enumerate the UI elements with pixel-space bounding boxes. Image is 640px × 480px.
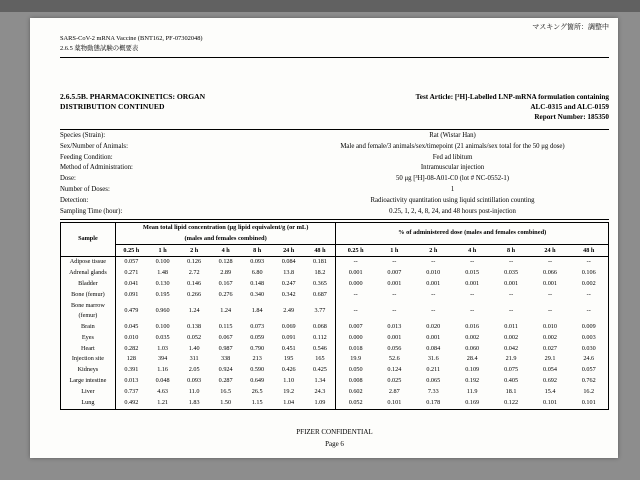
conc-value: 26.5 xyxy=(251,388,263,396)
conc-value: 1.09 xyxy=(314,399,326,407)
pct-value: 0.602 xyxy=(336,387,375,398)
pct-value: 28.4 xyxy=(466,355,478,363)
pct-value: 0.101 xyxy=(581,399,596,407)
conc-value: 2.05 xyxy=(188,366,200,374)
conc-value: 0.167 xyxy=(218,279,233,287)
metadata-value: 0.25, 1, 2, 4, 8, 24, and 48 hours post-injection xyxy=(389,207,516,215)
header-divider xyxy=(60,57,609,58)
conc-value: 311 xyxy=(189,355,199,363)
pct-value: -- xyxy=(586,290,591,298)
pct-value: 0.001 xyxy=(387,333,402,341)
conc-value: 0.391 xyxy=(124,366,139,374)
conc-value: 0.048 xyxy=(155,377,170,385)
pct-value: 15.4 xyxy=(544,388,556,396)
conc-value: 1.15 xyxy=(251,399,263,407)
time-label: 4 h xyxy=(453,245,492,256)
pct-value: 0.002 xyxy=(543,333,557,341)
conc-value: 0.195 xyxy=(155,290,170,298)
pct-value: 0.002 xyxy=(504,333,519,341)
pct-value: 0.030 xyxy=(581,344,596,352)
conc-value: 13.8 xyxy=(283,269,295,277)
test-article-components: ALC-0315 and ALC-0159 xyxy=(530,102,609,111)
pct-value: 0.007 xyxy=(387,269,402,277)
pct-value: 0.016 xyxy=(465,322,480,330)
pct-value: 0.001 xyxy=(543,279,557,287)
sample-name: Bone (femur) xyxy=(61,289,116,300)
pct-value: 0.027 xyxy=(543,344,557,352)
concentration-header xyxy=(115,222,336,245)
metadata-value: 50 μg [³H]-08-A01-C0 (lot # NC-0552-1) xyxy=(395,175,510,183)
conc-value: 0.687 xyxy=(312,290,327,298)
section-title-line1: 2.6.5.5B. PHARMACOKINETICS: ORGAN xyxy=(60,91,206,101)
conc-value: 0.010 xyxy=(124,333,139,341)
conc-value: 1.40 xyxy=(188,344,200,352)
table-row xyxy=(61,354,609,365)
pct-value: 0.101 xyxy=(387,399,402,407)
pct-value: -- xyxy=(392,258,397,266)
time-label: 48 h xyxy=(569,245,608,256)
conc-value: 0.052 xyxy=(187,333,202,341)
metadata-label: Feeding Condition: xyxy=(60,153,113,161)
document-page xyxy=(30,18,618,458)
metadata-value: Fed ad libitum xyxy=(432,153,473,161)
table-row xyxy=(61,321,609,332)
metadata-value: Male and female/3 animals/sex/timepoint (21 animals/sex total for the 50 μg dose) xyxy=(340,142,565,150)
conc-value: 1.34 xyxy=(314,377,326,385)
conc-value: 0.282 xyxy=(124,344,139,352)
pct-value: 0.056 xyxy=(387,344,402,352)
conc-value: 0.115 xyxy=(218,322,233,330)
pct-value: 0.106 xyxy=(581,269,596,277)
sample-column-header: Sample xyxy=(61,222,116,256)
conc-value: 0.426 xyxy=(281,366,296,374)
conc-value: 4.63 xyxy=(157,388,169,396)
conc-value: 0.737 xyxy=(124,388,139,396)
pct-value: 0.109 xyxy=(465,366,480,374)
conc-value: 0.091 xyxy=(281,333,296,341)
metadata-label: Sex/Number of Animals: xyxy=(60,142,128,150)
conc-value: 1.16 xyxy=(157,366,169,374)
section-title xyxy=(60,92,205,123)
pct-value: 0.018 xyxy=(336,343,375,354)
pharmacokinetics-table xyxy=(60,222,609,410)
report-number: Report Number: 185350 xyxy=(534,113,609,122)
concentration-header-line1: Mean total lipid concentration (μg lipid equivalent/g (or mL) xyxy=(142,224,309,232)
document-header xyxy=(60,34,609,54)
conc-value: 2.49 xyxy=(283,306,295,314)
document-header-line2: 2.6.5 薬物動態試験の概要表 xyxy=(60,44,139,52)
pct-value: 0.001 xyxy=(504,279,519,287)
pct-value: 0.008 xyxy=(336,376,375,387)
sample-name: Bladder xyxy=(61,278,116,289)
conc-value: 3.77 xyxy=(314,306,326,314)
conc-value: 0.425 xyxy=(312,366,327,374)
conc-value: 0.130 xyxy=(155,279,170,287)
conc-value: 0.100 xyxy=(155,258,170,266)
pct-value: 0.124 xyxy=(387,366,402,374)
table-header-row xyxy=(61,222,609,245)
conc-value: 0.340 xyxy=(250,290,265,298)
conc-value: 0.276 xyxy=(218,290,233,298)
conc-value: 1.24 xyxy=(220,306,232,314)
time-label: 2 h xyxy=(178,245,210,256)
conc-value: 11.0 xyxy=(188,388,200,396)
metadata-value: Radioactivity quantitation using liquid scintillation counting xyxy=(370,197,535,205)
time-label: 8 h xyxy=(241,245,273,256)
conc-value: 1.48 xyxy=(157,269,169,277)
page-footer xyxy=(60,426,609,451)
conc-value: 0.590 xyxy=(250,366,265,374)
pct-value: 0.035 xyxy=(504,269,519,277)
pct-value: -- xyxy=(547,306,553,314)
table-row xyxy=(61,268,609,279)
pct-value: 0.010 xyxy=(426,269,441,277)
sample-name: Liver xyxy=(61,387,116,398)
pct-value: 0.003 xyxy=(581,333,596,341)
pct-value: 0.692 xyxy=(543,377,557,385)
pct-value: 0.000 xyxy=(336,278,375,289)
table-row xyxy=(61,387,609,398)
time-label: 0.25 h xyxy=(336,245,375,256)
pct-value: 0.054 xyxy=(543,366,557,374)
pct-value: 0.065 xyxy=(426,377,441,385)
conc-value: 2.89 xyxy=(220,269,232,277)
pct-value: -- xyxy=(470,290,475,298)
test-article-line: Test Article: [³H]-Labelled LNP-mRNA formulation containing xyxy=(415,92,609,101)
pct-value: 0.009 xyxy=(581,322,596,330)
table-body xyxy=(61,256,609,409)
sample-name: Brain xyxy=(61,321,116,332)
conc-value: 213 xyxy=(252,355,262,363)
table-row xyxy=(61,365,609,376)
conc-value: 1.50 xyxy=(220,399,232,407)
conc-value: 0.041 xyxy=(124,279,139,287)
conc-value: 0.451 xyxy=(281,344,296,352)
pct-value: -- xyxy=(431,258,436,266)
conc-value: 0.492 xyxy=(124,399,139,407)
conc-value: 0.057 xyxy=(124,258,139,266)
pct-value: -- xyxy=(586,258,591,266)
table-row xyxy=(61,376,609,387)
metadata-row xyxy=(60,174,609,185)
conc-value: 1.21 xyxy=(157,399,169,407)
conc-value: 0.013 xyxy=(124,377,139,385)
masking-note: マスキング箇所：調整中 xyxy=(532,23,609,31)
pct-value: 0.001 xyxy=(465,279,480,287)
sample-name: Adipose tissue xyxy=(61,256,116,267)
conc-value: 0.093 xyxy=(187,377,202,385)
time-label: 24 h xyxy=(273,245,305,256)
pct-value: -- xyxy=(336,289,375,300)
metadata-row xyxy=(60,142,609,153)
metadata-row xyxy=(60,153,609,164)
conc-value: 165 xyxy=(315,355,325,363)
metadata-label: Sampling Time (hour): xyxy=(60,207,123,215)
pct-value: 0.007 xyxy=(336,321,375,332)
conc-value: 18.2 xyxy=(314,269,326,277)
conc-value: 0.287 xyxy=(218,377,233,385)
metadata-label: Species (Strain): xyxy=(60,131,106,139)
metadata-value: 1 xyxy=(450,186,455,194)
conc-value: 0.479 xyxy=(124,306,139,314)
pct-value: 0.015 xyxy=(465,269,480,277)
pct-value: -- xyxy=(336,300,375,321)
pct-value: 29.1 xyxy=(544,355,556,363)
pct-value: 0.001 xyxy=(336,268,375,279)
conc-value: 394 xyxy=(157,355,168,363)
table-row xyxy=(61,332,609,343)
document-header-line1: SARS-CoV-2 mRNA Vaccine (BNT162, PF-07302048) xyxy=(60,34,203,42)
table-row xyxy=(61,343,609,354)
conc-value: 0.924 xyxy=(218,366,233,374)
table-row xyxy=(61,256,609,267)
pct-value: 52.6 xyxy=(388,355,400,363)
conc-value: 0.247 xyxy=(281,279,296,287)
pct-value: -- xyxy=(431,290,436,298)
table-row xyxy=(61,300,609,321)
conc-value: 0.266 xyxy=(187,290,202,298)
pct-value: 0.075 xyxy=(504,366,519,374)
metadata-row xyxy=(60,163,609,174)
conc-value: 1.04 xyxy=(283,399,295,407)
section-title-line2: DISTRIBUTION CONTINUED xyxy=(60,102,165,112)
conc-value: 0.126 xyxy=(187,258,202,266)
metadata-row xyxy=(60,185,609,196)
conc-value: 0.987 xyxy=(218,344,233,352)
pct-value: -- xyxy=(509,258,514,266)
pct-value: -- xyxy=(509,290,514,298)
conc-value: 0.342 xyxy=(281,290,296,298)
conc-value: 0.138 xyxy=(187,322,202,330)
conc-value: 338 xyxy=(220,355,231,363)
conc-value: 19.2 xyxy=(283,388,295,396)
time-label: 48 h xyxy=(304,245,336,256)
pct-value: 0.101 xyxy=(543,399,557,407)
conc-value: 2.72 xyxy=(188,269,200,277)
pct-value: 0.000 xyxy=(336,332,375,343)
pct-value: -- xyxy=(336,256,375,267)
pct-value: 0.052 xyxy=(336,398,375,409)
pct-value: 0.002 xyxy=(465,333,480,341)
conc-value: 0.546 xyxy=(312,344,327,352)
conc-value: 1.10 xyxy=(283,377,295,385)
pct-value: -- xyxy=(470,258,475,266)
conc-value: 0.100 xyxy=(155,322,170,330)
sample-name: Adrenal glands xyxy=(61,268,116,279)
conc-value: 0.069 xyxy=(281,322,296,330)
pct-value: 19.9 xyxy=(336,354,375,365)
pct-value: 0.122 xyxy=(504,399,519,407)
time-label: 24 h xyxy=(531,245,570,256)
pct-value: 21.9 xyxy=(505,355,517,363)
pct-value: -- xyxy=(431,306,436,314)
conc-value: 0.365 xyxy=(312,279,327,287)
conc-value: 0.960 xyxy=(155,306,170,314)
page-number: Page 6 xyxy=(325,440,344,449)
conc-value: 0.059 xyxy=(250,333,265,341)
sample-name: Bone marrow (femur) xyxy=(61,300,116,321)
pct-value: 0.066 xyxy=(543,269,557,277)
metadata-label: Detection: xyxy=(60,197,89,205)
pct-value: 0.001 xyxy=(426,333,441,341)
percent-dose-header: % of administered dose (males and females combined) xyxy=(336,222,609,245)
pct-value: -- xyxy=(547,290,553,298)
metadata-label: Number of Doses: xyxy=(60,186,110,194)
pct-value: 2.87 xyxy=(388,388,400,396)
pct-value: 0.169 xyxy=(465,399,480,407)
conc-value: 0.148 xyxy=(250,279,265,287)
pct-value: -- xyxy=(509,306,514,314)
conc-value: 1.03 xyxy=(157,344,169,352)
table-row xyxy=(61,278,609,289)
pct-value: -- xyxy=(586,306,591,314)
pct-value: 7.33 xyxy=(427,388,439,396)
time-label: 8 h xyxy=(492,245,531,256)
conc-value: 0.091 xyxy=(124,290,139,298)
metadata-label: Dose: xyxy=(60,175,76,183)
conc-value: 1.24 xyxy=(188,306,200,314)
metadata-table xyxy=(60,129,609,220)
sample-name: Lung xyxy=(61,398,116,409)
conc-value: 6.80 xyxy=(251,269,263,277)
pct-value: 0.025 xyxy=(387,377,402,385)
pct-value: -- xyxy=(547,258,553,266)
pct-value: 0.762 xyxy=(581,377,596,385)
pct-value: 16.2 xyxy=(583,388,595,396)
conc-value: 195 xyxy=(284,355,294,363)
conc-value: 1.84 xyxy=(251,306,263,314)
pct-value: -- xyxy=(470,306,475,314)
pct-value: 0.405 xyxy=(504,377,519,385)
pct-value: 11.9 xyxy=(466,388,478,396)
conc-value: 0.068 xyxy=(312,322,327,330)
pct-value: 0.211 xyxy=(426,366,441,374)
metadata-value: Rat (Wistar Han) xyxy=(429,131,476,139)
viewer-top-bar xyxy=(0,0,640,12)
pct-value: 0.057 xyxy=(581,366,596,374)
conc-value: 0.067 xyxy=(218,333,233,341)
pct-value: 0.042 xyxy=(504,344,519,352)
pct-value: 0.192 xyxy=(465,377,480,385)
pct-value: 0.010 xyxy=(543,322,557,330)
sample-name: Large intestine xyxy=(61,376,116,387)
sample-name: Kidneys xyxy=(61,365,116,376)
sample-name: Heart xyxy=(61,343,116,354)
pct-value: 24.6 xyxy=(583,355,595,363)
sample-name: Injection site xyxy=(61,354,116,365)
pct-value: 0.001 xyxy=(387,279,402,287)
pct-value: 31.6 xyxy=(427,355,439,363)
conc-value: 0.093 xyxy=(250,258,265,266)
confidential-label: PFIZER CONFIDENTIAL xyxy=(296,427,373,436)
conc-value: 0.112 xyxy=(313,333,327,341)
metadata-label: Method of Administration: xyxy=(60,164,133,172)
conc-value: 0.146 xyxy=(187,279,202,287)
time-label: 0.25 h xyxy=(115,245,147,256)
pct-value: 0.178 xyxy=(426,399,441,407)
metadata-row xyxy=(60,196,609,207)
pct-value: 0.020 xyxy=(426,322,441,330)
test-article-info xyxy=(416,92,609,123)
pct-value: 0.050 xyxy=(336,365,375,376)
conc-value: 0.271 xyxy=(124,269,139,277)
sample-name: Eyes xyxy=(61,332,116,343)
pct-value: 0.002 xyxy=(581,279,596,287)
conc-value: 128 xyxy=(126,355,136,363)
pct-value: 0.011 xyxy=(504,322,518,330)
conc-value: 1.83 xyxy=(188,399,200,407)
pct-value: -- xyxy=(392,290,397,298)
metadata-row xyxy=(60,207,609,218)
metadata-value: Intramuscular injection xyxy=(420,164,485,172)
conc-value: 0.045 xyxy=(124,322,139,330)
pct-value: -- xyxy=(392,306,397,314)
conc-value: 0.073 xyxy=(250,322,265,330)
table-row xyxy=(61,398,609,409)
pct-value: 18.1 xyxy=(505,388,517,396)
time-label: 2 h xyxy=(414,245,453,256)
time-label: 1 h xyxy=(375,245,414,256)
conc-value: 0.035 xyxy=(155,333,170,341)
time-label: 1 h xyxy=(147,245,179,256)
conc-value: 0.181 xyxy=(312,258,327,266)
pct-value: 0.084 xyxy=(426,344,441,352)
concentration-header-line2: (males and females combined) xyxy=(184,234,267,242)
conc-value: 0.084 xyxy=(281,258,296,266)
metadata-row xyxy=(60,131,609,142)
pct-value: 0.060 xyxy=(465,344,480,352)
time-label: 4 h xyxy=(210,245,242,256)
conc-value: 24.3 xyxy=(314,388,326,396)
conc-value: 0.128 xyxy=(218,258,233,266)
title-block xyxy=(60,92,609,123)
table-row xyxy=(61,289,609,300)
conc-value: 0.790 xyxy=(250,344,265,352)
pct-value: 0.013 xyxy=(387,322,402,330)
conc-value: 16.5 xyxy=(220,388,232,396)
conc-value: 0.649 xyxy=(250,377,265,385)
time-label-row xyxy=(61,245,609,256)
pct-value: 0.001 xyxy=(426,279,441,287)
